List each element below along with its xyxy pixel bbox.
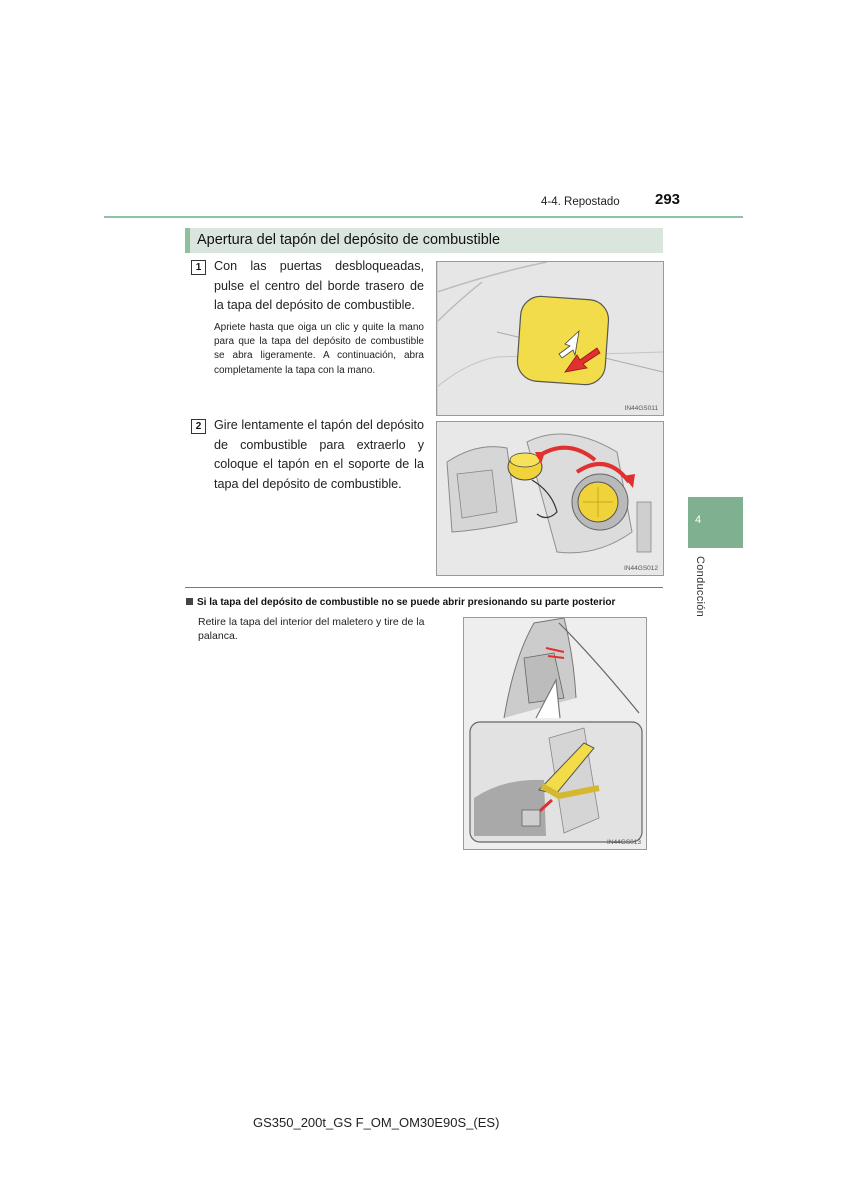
chapter-label: Conducción <box>694 556 706 618</box>
section-label: 4-4. Repostado <box>541 196 620 208</box>
step-1-text: Con las puertas desbloqueadas, pulse el centro del borde trasero de la tapa del depósito de combustible. <box>214 259 424 312</box>
subsection-text: Retire la tapa del interior del maletero y tire de la palanca. <box>198 616 425 643</box>
step-1-number: 1 <box>191 260 206 275</box>
step-1-note: Apriete hasta que oiga un clic y quite la mano para que la tapa del depósito de combustible se abra ligeramente. A continuación, abra completamente la tapa con la mano. <box>214 322 424 376</box>
subsection-divider <box>185 587 663 588</box>
section-title: Apertura del tapón del depósito de combustible <box>197 232 501 248</box>
fuel-door-figure <box>436 261 664 416</box>
step-2-number: 2 <box>191 419 206 434</box>
document-footer: GS350_200t_GS F_OM_OM30E90S_(ES) <box>253 1115 500 1130</box>
header-rule <box>104 216 743 218</box>
figure-code: IN44GS013 <box>607 839 641 846</box>
subsection-title <box>186 597 615 608</box>
fuel-door-illustration <box>437 262 663 415</box>
figure-code: IN44GS011 <box>624 405 658 412</box>
subsection-title-text: Si la tapa del depósito de combustible no se puede abrir presionando su parte posterior <box>197 597 616 608</box>
figure-code: IN44GS012 <box>624 565 658 572</box>
trunk-lever-illustration <box>464 618 646 849</box>
fuel-cap-figure <box>436 421 664 576</box>
step-2-text: Gire lentamente el tapón del depósito de combustible para extraerlo y coloque el tapón en el soporte de la tapa del depósito de combustible. <box>214 418 424 491</box>
chapter-number: 4 <box>694 514 702 526</box>
trunk-lever-figure <box>463 617 647 850</box>
bullet-square-icon <box>186 598 193 605</box>
page-number: 293 <box>655 191 681 208</box>
fuel-cap-illustration <box>437 422 663 575</box>
section-title-accent <box>185 228 190 253</box>
